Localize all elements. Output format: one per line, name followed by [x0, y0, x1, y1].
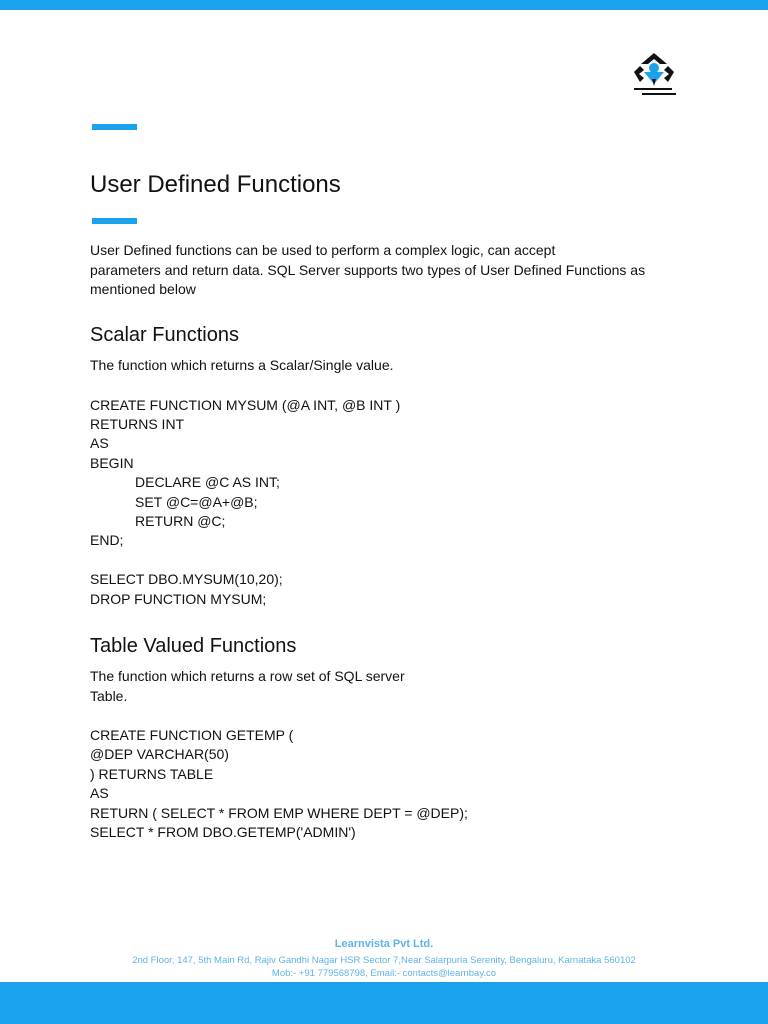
code-line: CREATE FUNCTION GETEMP (	[90, 727, 294, 744]
code-line: END;	[90, 532, 124, 549]
table-valued-functions-heading: Table Valued Functions	[90, 634, 297, 657]
page-title: User Defined Functions	[90, 171, 341, 198]
code-line: AS	[90, 435, 109, 452]
intro-line: mentioned below	[90, 281, 196, 298]
code-line: @DEP VARCHAR(50)	[90, 746, 229, 763]
intro-line: parameters and return data. SQL Server supports two types of User Defined Functions as	[90, 261, 646, 278]
intro-line: User Defined functions can be used to perform a complex logic, can accept	[90, 242, 556, 258]
table-valued-code-block	[90, 726, 680, 842]
code-line: RETURN @C;	[135, 512, 226, 529]
title-accent-top	[92, 124, 137, 130]
code-line: BEGIN	[90, 454, 134, 471]
code-line: SELECT * FROM DBO.GETEMP('ADMIN')	[90, 824, 356, 841]
intro-paragraph	[90, 241, 680, 300]
table-valued-description	[90, 667, 680, 706]
top-accent-bar	[0, 0, 768, 10]
description-line: Table.	[90, 687, 128, 704]
code-line: AS	[90, 785, 109, 802]
bottom-accent-bar	[0, 982, 768, 1024]
code-line: DECLARE @C AS INT;	[135, 474, 280, 491]
code-line: RETURNS INT	[90, 415, 185, 432]
scalar-functions-heading: Scalar Functions	[90, 324, 239, 347]
title-accent-bottom	[92, 218, 137, 224]
code-line: RETURN ( SELECT * FROM EMP WHERE DEPT = @DEP);	[90, 804, 468, 821]
code-line: ) RETURNS TABLE	[90, 765, 214, 782]
scalar-code-block	[90, 396, 680, 609]
footer-contact: Mob:- +91 779568798, Email:- contacts@learnbay.co	[271, 968, 497, 979]
code-line: CREATE FUNCTION MYSUM (@A INT, @B INT )	[90, 396, 401, 413]
document-body	[90, 241, 680, 842]
footer-address: 2nd Floor, 147, 5th Main Rd, Rajiv Gandhi Nagar HSR Sector 7,Near Salarpuria Serenity, Bengaluru, Karnataka 560102	[132, 955, 636, 966]
footer-company-name: Learnvista Pvt Ltd.	[334, 938, 434, 950]
code-spacer	[90, 551, 680, 570]
learnbay-logo-icon	[628, 50, 680, 100]
code-line: SET @C=@A+@B;	[135, 493, 258, 510]
code-line: SELECT DBO.MYSUM(10,20);	[90, 571, 283, 588]
code-line: DROP FUNCTION MYSUM;	[90, 590, 267, 607]
description-line: The function which returns a row set of SQL server	[90, 667, 405, 684]
scalar-description: The function which returns a Scalar/Single value.	[90, 357, 394, 374]
